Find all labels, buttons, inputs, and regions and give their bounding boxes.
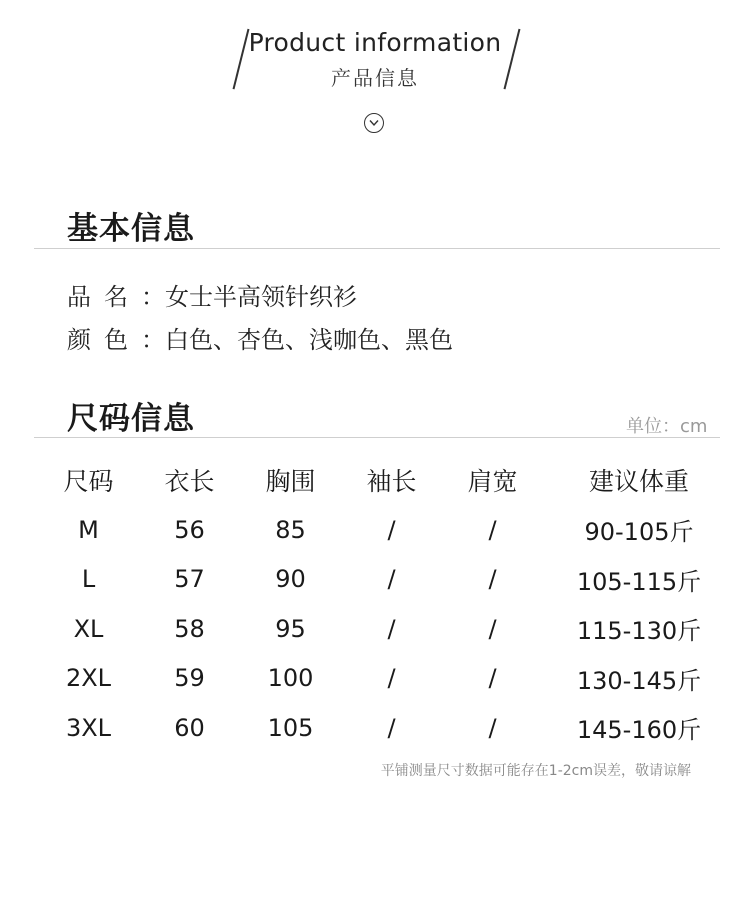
basic-info-title: 基本信息 — [67, 211, 195, 247]
table-row — [38, 555, 735, 605]
cell-length: 60 — [174, 713, 205, 742]
cell-weight: 130-145斤 — [576, 666, 702, 695]
cell-length: 58 — [174, 614, 205, 643]
cell-weight: 90-105斤 — [584, 518, 694, 547]
color-row — [67, 320, 453, 355]
table-row — [38, 505, 735, 555]
header-title-cn: 产品信息 — [331, 66, 419, 90]
color-value: ：白色、杏色、浅咖色、黑色 — [141, 326, 453, 354]
size-info-title: 尺码信息 — [67, 401, 195, 437]
cell-size: XL — [73, 614, 104, 643]
cell-weight: 105-115斤 — [576, 567, 702, 596]
size-table — [38, 455, 735, 753]
col-header-length: 衣长 — [164, 467, 215, 496]
size-info-divider — [34, 437, 720, 438]
cell-sleeve: / — [387, 614, 396, 643]
cell-chest: 90 — [275, 565, 306, 594]
cell-chest: 85 — [275, 515, 306, 544]
header-title-en: Product information — [248, 28, 502, 57]
cell-weight: 115-130斤 — [576, 617, 702, 646]
cell-chest: 100 — [267, 664, 314, 693]
chevron-down-icon[interactable] — [364, 113, 384, 133]
col-header-chest: 胸围 — [265, 467, 316, 496]
product-name-value: ：女士半高领针织衫 — [141, 283, 357, 311]
cell-shoulder: / — [488, 713, 497, 742]
cell-shoulder: / — [488, 565, 497, 594]
cell-length: 57 — [174, 565, 205, 594]
clipped-text-residue — [67, 362, 297, 370]
cell-size: L — [81, 565, 96, 594]
cell-weight: 145-160斤 — [576, 716, 702, 745]
col-header-sleeve: 袖长 — [366, 467, 417, 496]
cell-size: M — [78, 515, 99, 544]
cell-size: 3XL — [65, 713, 112, 742]
cell-size: 2XL — [65, 664, 112, 693]
cell-sleeve: / — [387, 515, 396, 544]
cell-shoulder: / — [488, 515, 497, 544]
chevron-down-icon-glyph — [369, 119, 379, 127]
col-header-shoulder: 肩宽 — [467, 467, 518, 496]
cell-sleeve: / — [387, 565, 396, 594]
cell-shoulder: / — [488, 614, 497, 643]
col-header-weight: 建议体重 — [588, 467, 689, 496]
cell-sleeve: / — [387, 664, 396, 693]
cell-chest: 105 — [267, 713, 314, 742]
cell-chest: 95 — [275, 614, 306, 643]
product-name-row — [67, 277, 357, 312]
color-label: 颜色 — [67, 326, 141, 354]
table-row — [38, 703, 735, 753]
unit-note: 单位：cm — [626, 416, 708, 437]
table-row — [38, 654, 735, 704]
size-table-header-row — [38, 455, 735, 505]
table-row — [38, 604, 735, 654]
cell-shoulder: / — [488, 664, 497, 693]
col-header-size: 尺码 — [63, 467, 114, 496]
product-name-label: 品名 — [67, 283, 141, 311]
cell-sleeve: / — [387, 713, 396, 742]
cell-length: 56 — [174, 515, 205, 544]
measurement-footnote: 平铺测量尺寸数据可能存在1-2cm误差，敬请谅解 — [380, 763, 691, 779]
cell-length: 59 — [174, 664, 205, 693]
basic-info-divider — [34, 248, 720, 249]
